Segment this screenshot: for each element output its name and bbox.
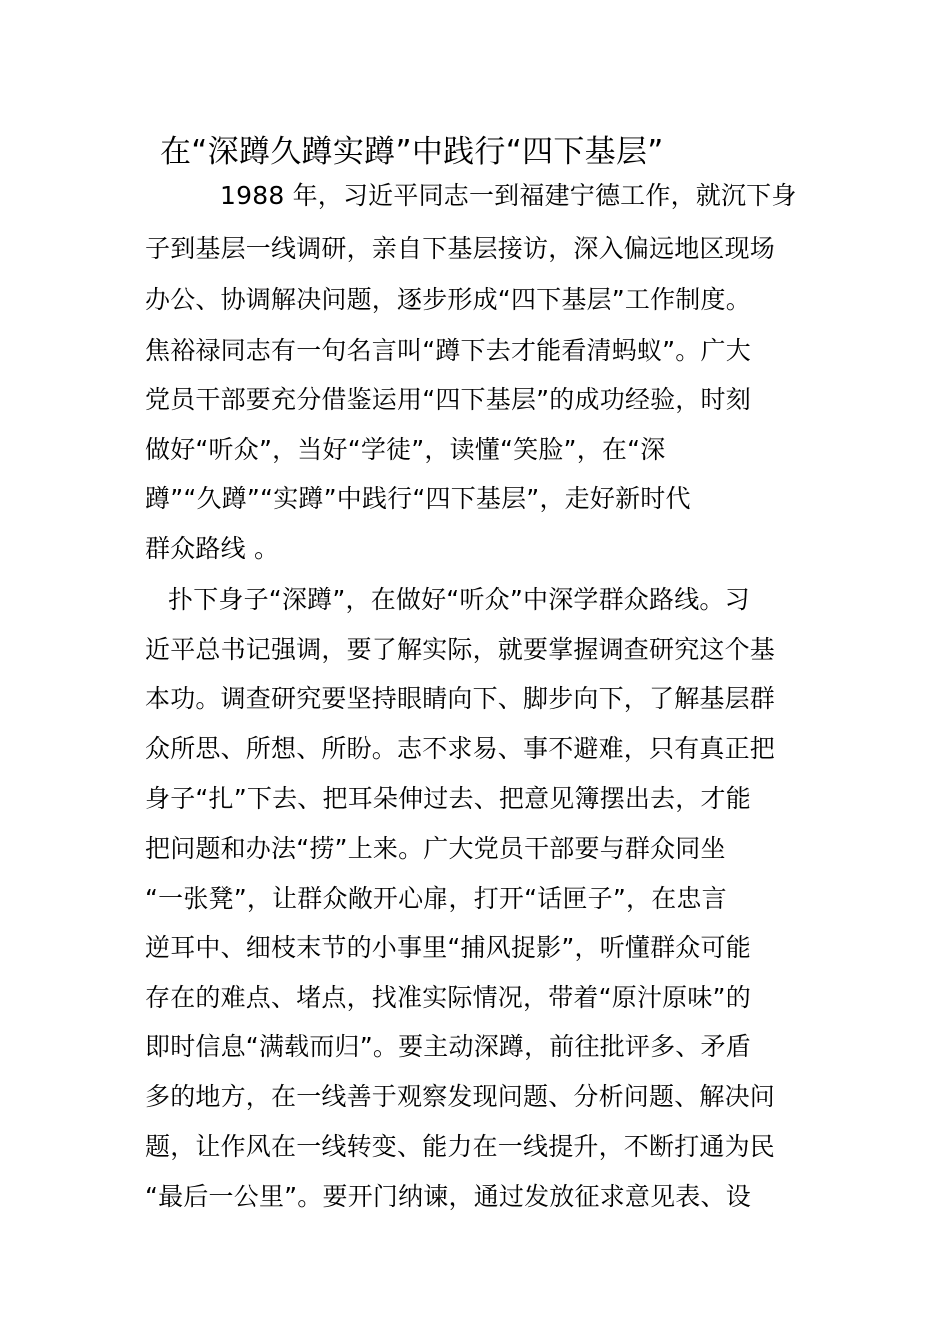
paragraph-line: 子到基层一线调研，亲自下基层接访，深入偏远地区现场 xyxy=(145,234,776,263)
document-title: 在“深蹲久蹲实蹲”中践行“四下基层” xyxy=(160,134,664,170)
paragraph-line: 把问题和办法“捞”上来。广大党员干部要与群众同坐 xyxy=(145,834,726,863)
paragraph-line: 题，让作风在一线转变、能力在一线提升，不断打通为民 xyxy=(145,1132,776,1161)
paragraph-line: 近平总书记强调，要了解实际，就要掌握调查研究这个基 xyxy=(145,635,776,664)
paragraph-line: “最后一公里”。要开门纳谏，通过发放征求意见表、设 xyxy=(145,1182,751,1211)
paragraph-line: 存在的难点、堵点，找准实际情况，带着“原汁原味”的 xyxy=(145,983,751,1012)
paragraph-line: “一张凳”，让群众敞开心扉，打开“话匣子”，在忠言 xyxy=(145,884,727,913)
paragraph-line: 办公、协调解决问题，逐步形成“四下基层”工作制度。 xyxy=(145,285,751,314)
paragraph-line: 多的地方，在一线善于观察发现问题、分析问题、解决问 xyxy=(145,1082,776,1111)
paragraph-line: 群众路线 。 xyxy=(145,534,280,563)
paragraph-line: 做好“听众”，当好“学徒”，读懂“笑脸”，在“深 xyxy=(145,435,666,464)
paragraph-line: 即时信息“满载而归”。要主动深蹲，前往批评多、矛盾 xyxy=(145,1032,751,1061)
paragraph-line: 本功。调查研究要坚持眼睛向下、脚步向下，了解基层群 xyxy=(145,684,776,713)
paragraph-line: 扑下身子“深蹲”，在做好“听众”中深学群众路线。习 xyxy=(168,585,750,614)
paragraph-line: 逆耳中、细枝末节的小事里“捕风捉影”，听懂群众可能 xyxy=(145,933,751,962)
paragraph-line: 众所思、所想、所盼。志不求易、事不避难，只有真正把 xyxy=(145,734,776,763)
paragraph-line: 蹲”“久蹲”“实蹲”中践行“四下基层”，走好新时代 xyxy=(145,484,691,513)
paragraph-line: 党员干部要充分借鉴运用“四下基层”的成功经验，时刻 xyxy=(145,385,751,414)
paragraph-line: 身子“扎”下去、把耳朵伸过去、把意见簿摆出去，才能 xyxy=(145,784,751,813)
paragraph-line: 1988 年，习近平同志一到福建宁德工作，就沉下身 xyxy=(220,181,797,210)
paragraph-line: 焦裕禄同志有一句名言叫“蹲下去才能看清蚂蚁”。广大 xyxy=(145,336,751,365)
